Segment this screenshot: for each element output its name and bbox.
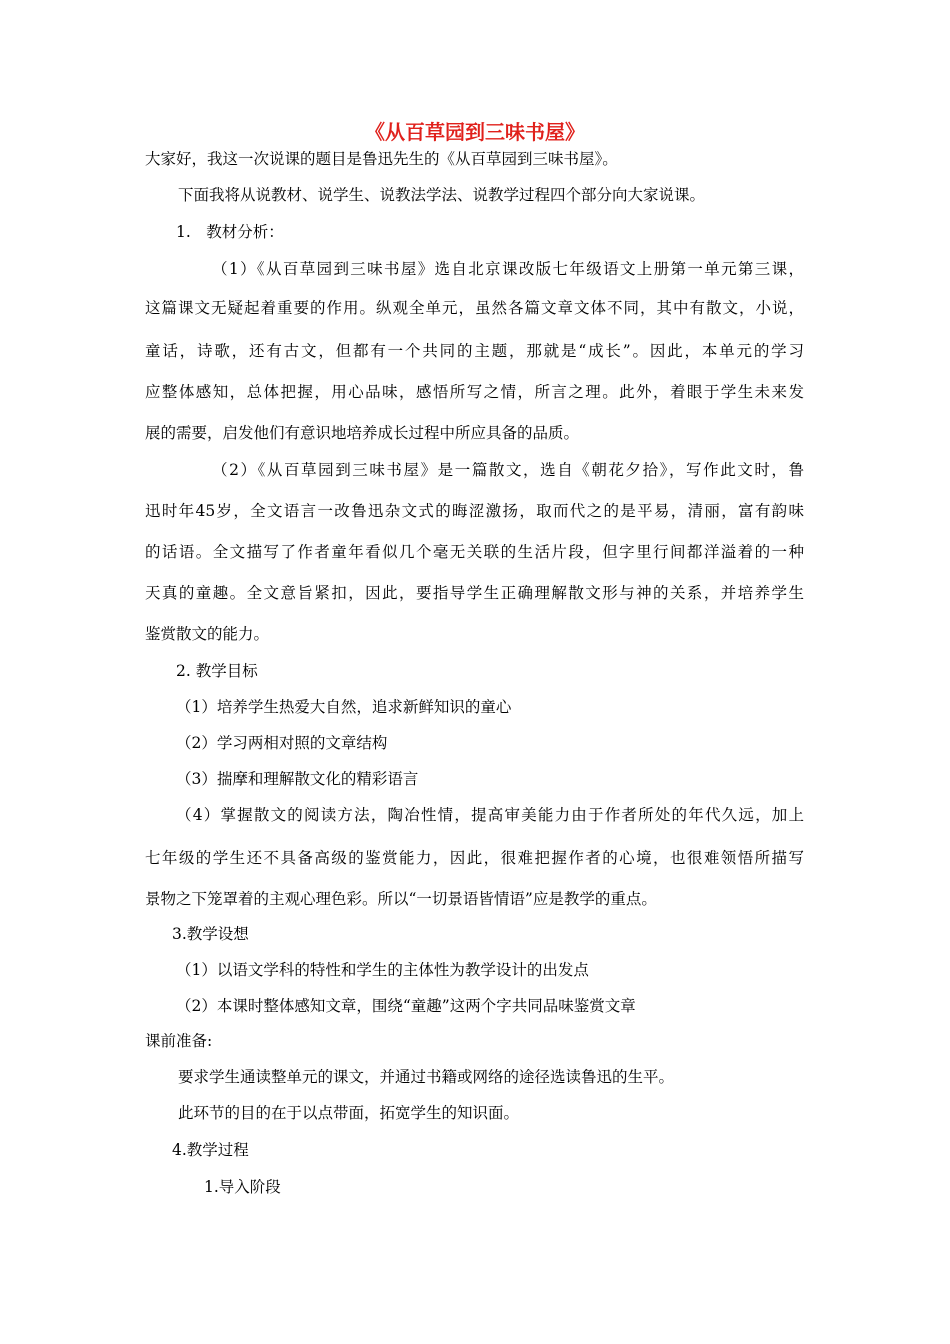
paragraph-line: 的话语。全文描写了作者童年看似几个毫无关联的生活片段，但字里行间都洋溢着的一种 [145, 543, 804, 561]
prep-line: 要求学生通读整单元的课文，并通过书籍或网络的途径选读鲁迅的生平。 [178, 1068, 675, 1086]
section-heading-3: 3.教学设想 [172, 925, 249, 943]
paragraph-line: 童话，诗歌，还有古文，但都有一个共同的主题，那就是“成长”。因此，本单元的学习 [145, 342, 804, 360]
sub-heading: 1.导入阶段 [204, 1178, 281, 1196]
section-heading-2: 2. 教学目标 [176, 662, 258, 680]
goal-item: （2）学习两相对照的文章结构 [176, 734, 388, 752]
section-heading-4: 4.教学过程 [172, 1141, 249, 1159]
goal-item: （3）揣摩和理解散文化的精彩语言 [176, 770, 419, 788]
prep-heading: 课前准备: [145, 1032, 213, 1050]
paragraph-line: 展的需要，启发他们有意识地培养成长过程中所应具备的品质。 [145, 424, 580, 442]
goal-item: （4）掌握散文的阅读方法，陶冶性情，提高审美能力由于作者所处的年代久远，加上 [176, 806, 804, 824]
paragraph-line: 天真的童趣。全文意旨紧扣，因此，要指导学生正确理解散文形与神的关系，并培养学生 [145, 584, 804, 602]
prep-line: 此环节的目的在于以点带面，拓宽学生的知识面。 [178, 1104, 520, 1122]
document-title: 《从百草园到三味书屋》 [365, 120, 585, 144]
paragraph-line: 七年级的学生还不具备高级的鉴赏能力，因此，很难把握作者的心境，也很难领悟所描写 [145, 849, 804, 867]
paragraph-line: （1）《从百草园到三味书屋》选自北京课改版七年级语文上册第一单元第三课， [212, 260, 804, 278]
plan-item: （2）本课时整体感知文章，围绕“童趣”这两个字共同品味鉴赏文章 [176, 997, 636, 1015]
paragraph-line: 应整体感知，总体把握，用心品味，感悟所写之情，所言之理。此外，着眼于学生未来发 [145, 383, 804, 401]
paragraph-line: （2）《从百草园到三味书屋》是一篇散文，选自《朝花夕拾》，写作此文时，鲁 [212, 461, 804, 479]
goal-item: （1）培养学生热爱大自然，追求新鲜知识的童心 [176, 698, 512, 716]
paragraph-line: 这篇课文无疑起着重要的作用。纵观全单元，虽然各篇文章文体不同，其中有散文，小说， [145, 299, 804, 317]
plan-item: （1）以语文学科的特性和学生的主体性为教学设计的出发点 [176, 961, 589, 979]
outline-line: 下面我将从说教材、说学生、说教法学法、说教学过程四个部分向大家说课。 [178, 186, 706, 204]
intro-line: 大家好，我这一次说课的题目是鲁迅先生的《从百草园到三味书屋》。 [145, 150, 618, 168]
paragraph-line: 景物之下笼罩着的主观心理色彩。所以“一切景语皆情语”应是教学的重点。 [145, 890, 657, 908]
paragraph-line: 鉴赏散文的能力。 [145, 625, 270, 643]
section-heading-1: 1. 教材分析： [176, 223, 284, 241]
paragraph-line: 迅时年45岁，全文语言一改鲁迅杂文式的晦涩激扬，取而代之的是平易，清丽，富有韵味 [145, 502, 804, 520]
